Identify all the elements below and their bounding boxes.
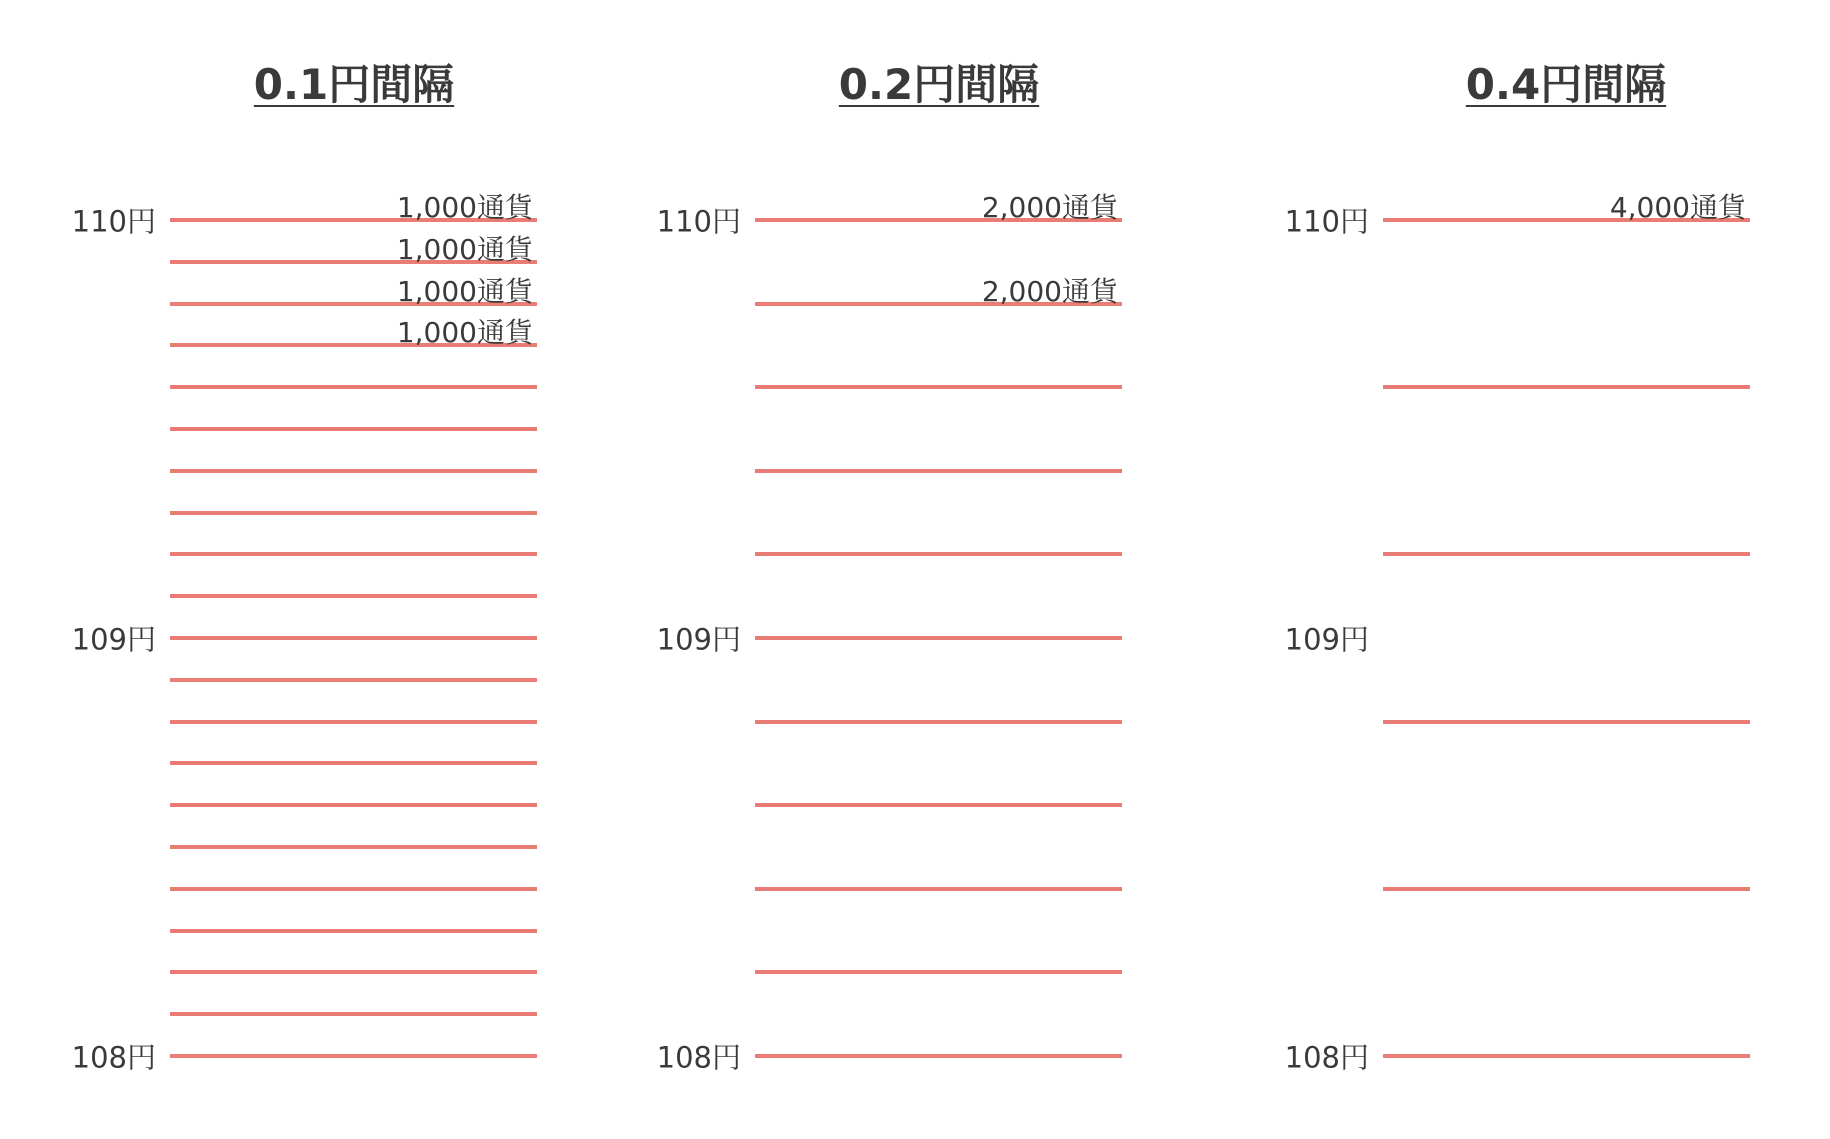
grid-line	[755, 887, 1122, 891]
order-quantity-label: 1,000通貨	[396, 316, 533, 350]
order-quantity-label: 2,000通貨	[981, 274, 1118, 308]
grid-line	[755, 720, 1122, 724]
grid-line	[170, 761, 537, 765]
price-label: 108円	[656, 1040, 741, 1075]
grid-line	[170, 427, 537, 431]
panel-title: 0.1円間隔	[253, 60, 455, 109]
grid-line	[170, 678, 537, 682]
price-label: 109円	[71, 622, 156, 657]
grid-line	[1383, 1054, 1750, 1058]
order-quantity-label: 2,000通貨	[981, 191, 1118, 224]
grid-line	[755, 970, 1122, 974]
grid-line	[170, 1054, 537, 1058]
grid-line	[1383, 552, 1750, 556]
price-label: 110円	[1284, 204, 1369, 239]
grid-line	[755, 469, 1122, 473]
order-quantity-label: 1,000通貨	[396, 191, 533, 224]
grid-line	[170, 594, 537, 598]
grid-line	[1383, 385, 1750, 389]
grid-line	[170, 845, 537, 849]
grid-line	[1383, 720, 1750, 724]
grid-line	[170, 552, 537, 556]
price-label: 109円	[656, 622, 741, 657]
price-label: 110円	[71, 204, 156, 239]
grid-line	[1383, 887, 1750, 891]
price-label: 109円	[1284, 622, 1369, 657]
order-quantity-label: 1,000通貨	[396, 274, 533, 308]
price-label: 108円	[71, 1040, 156, 1075]
grid-line	[755, 803, 1122, 807]
grid-line	[755, 385, 1122, 389]
grid-line	[170, 803, 537, 807]
grid-line	[170, 929, 537, 933]
order-quantity-label: 4,000通貨	[1609, 191, 1746, 224]
grid-line	[170, 469, 537, 473]
price-label: 110円	[656, 204, 741, 239]
grid-line	[170, 970, 537, 974]
panel-title: 0.2円間隔	[838, 60, 1040, 109]
grid-line	[170, 720, 537, 724]
grid-line	[170, 887, 537, 891]
grid-line	[170, 511, 537, 515]
panel-title: 0.4円間隔	[1465, 60, 1667, 109]
price-label: 108円	[1284, 1040, 1369, 1075]
grid-line	[170, 1012, 537, 1016]
order-quantity-label: 1,000通貨	[396, 232, 533, 266]
grid-line	[755, 552, 1122, 556]
grid-line	[170, 636, 537, 640]
grid-line	[755, 636, 1122, 640]
grid-line	[170, 385, 537, 389]
grid-line	[755, 1054, 1122, 1058]
